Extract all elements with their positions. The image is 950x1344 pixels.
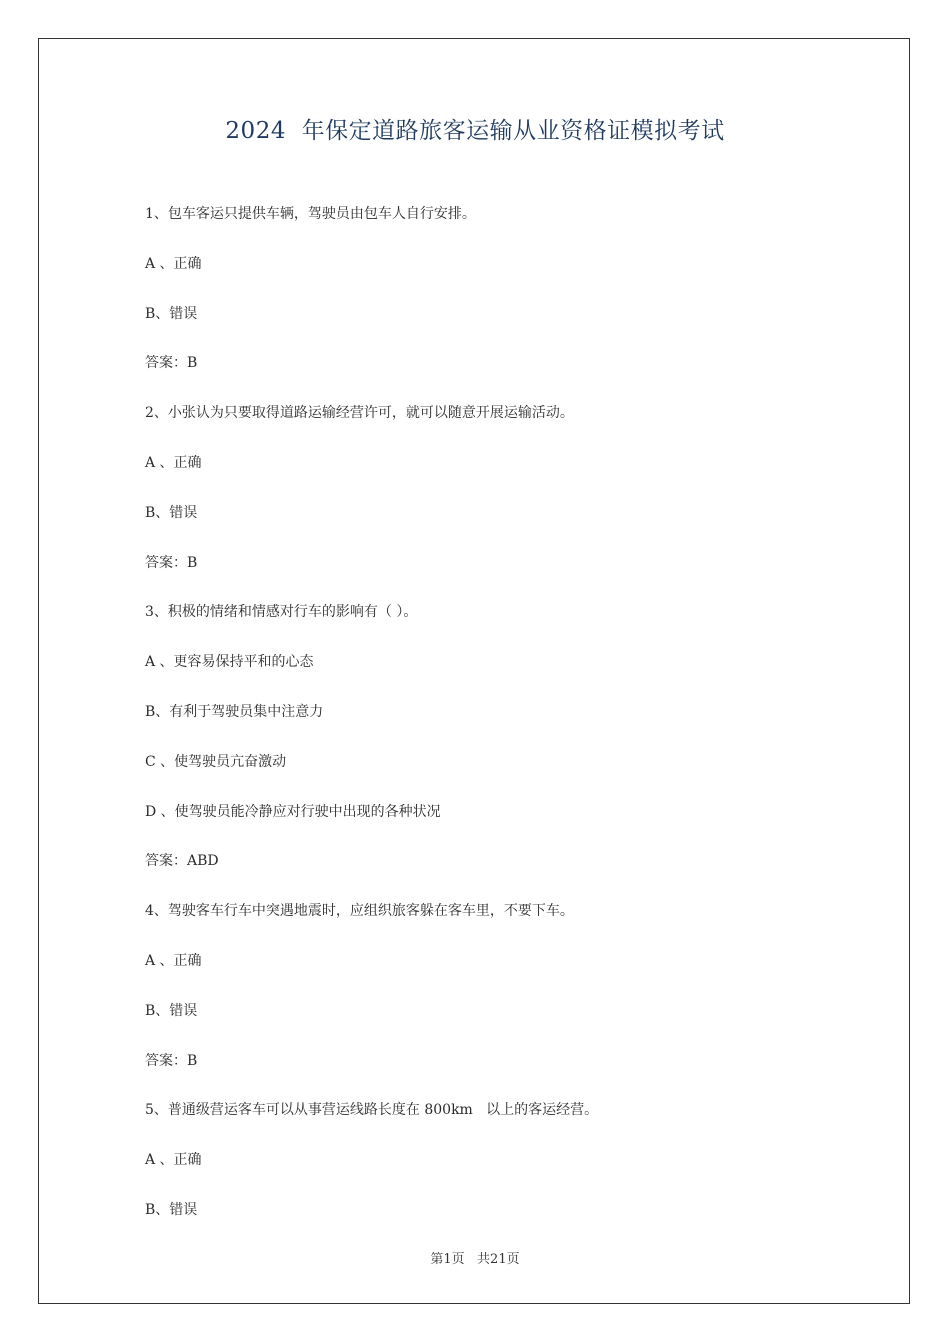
question-2-answer: 答案：B	[145, 554, 198, 571]
question-4-option-b: B、错误	[145, 1002, 198, 1019]
question-2-option-b: B、错误	[145, 504, 198, 521]
question-2-option-a: A 、正确	[145, 454, 202, 471]
question-3-text: 3、积极的情绪和情感对行车的影响有（ ）。	[145, 604, 418, 621]
question-4-text: 4、驾驶客车行车中突遇地震时，应组织旅客躲在客车里，不要下车。	[145, 903, 574, 920]
question-3-answer: 答案：ABD	[145, 853, 219, 870]
question-3-option-c: C 、使驾驶员亢奋激动	[145, 753, 287, 770]
question-2-text: 2、小张认为只要取得道路运输经营许可，就可以随意开展运输活动。	[145, 405, 574, 422]
question-4-answer: 答案：B	[145, 1052, 198, 1069]
question-5-text: 5、普通级营运客车可以从事营运线路长度在 800km 以上的客运经营。	[145, 1102, 599, 1119]
question-list	[145, 200, 865, 1246]
question-4-option-a: A 、正确	[145, 952, 202, 969]
question-1-answer: 答案：B	[145, 355, 198, 372]
question-5-option-b: B、错误	[145, 1201, 198, 1218]
question-5-option-a: A 、正确	[145, 1152, 202, 1169]
page-footer: 第1页 共21页	[430, 1252, 520, 1267]
question-3-option-d: D 、使驾驶员能冷静应对行驶中出现的各种状况	[145, 803, 441, 820]
question-3-option-a: A 、更容易保持平和的心态	[145, 654, 314, 671]
document-title: 2024 年保定道路旅客运输从业资格证模拟考试	[225, 118, 725, 144]
question-1-option-a: A 、正确	[145, 255, 202, 272]
question-3-option-b: B、有利于驾驶员集中注意力	[145, 703, 324, 720]
question-1-option-b: B、错误	[145, 305, 198, 322]
question-1-text: 1、包车客运只提供车辆，驾驶员由包车人自行安排。	[145, 206, 476, 222]
